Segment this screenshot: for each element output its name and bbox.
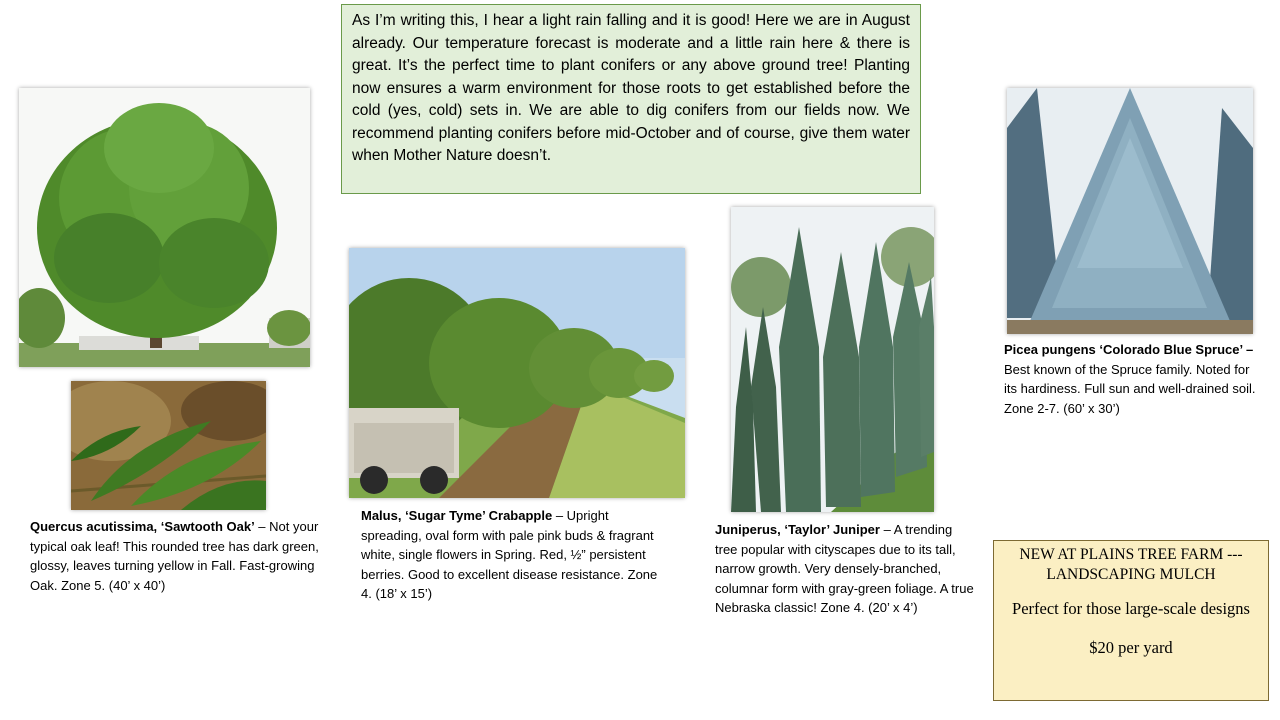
promo-price: $20 per yard (1089, 638, 1173, 657)
colorado-blue-spruce-description: Best known of the Spruce family. Noted for its hardiness. Full sun and well-drained soil. Zone 2-7. (60’ x 30’) (1004, 361, 1256, 416)
intro-text: As I’m writing this, I hear a light rain falling and it is good! Here we are in August already. Our temperature forecast is moderate and a little rain here & there is great. It’s the perfect time to plant conifers or any above ground tree! Planting now ensures a warm environment for those roots to get established before the cold (yes, cold) sets in. We are able to dig conifers from our fields now. We recommend planting conifers before mid-October and of course, give them water when Mother Nature doesn’t. (352, 12, 910, 164)
crabapple-caption (361, 506, 666, 604)
colorado-blue-spruce-name: Picea pungens ‘Colorado Blue Spruce’ – (1004, 342, 1254, 357)
taylor-juniper-name: Juniperus, ‘Taylor’ Juniper (715, 522, 880, 537)
taylor-juniper-photo (731, 207, 934, 512)
crabapple-photo (349, 248, 685, 498)
crabapple-name: Malus, ‘Sugar Tyme’ Crabapple (361, 508, 553, 523)
colorado-blue-spruce-caption (1004, 340, 1266, 418)
crabapple-description: – Upright spreading, oval form with pale pink buds & fragrant white, single flowers in Spring. Red, ½” persistent berries. Good to excellent disease resistance. Zone 4. (18’ x 15’) (361, 508, 658, 601)
sawtooth-oak-description: – Not your typical oak leaf! This rounded tree has dark green, glossy, leaves turning yellow in Fall. Fast-growing Oak. Zone 5. (40’ x 40’) (30, 519, 319, 593)
mulch-promo-box (993, 540, 1269, 701)
sawtooth-oak-photo (19, 88, 310, 367)
promo-headline: NEW AT PLAINS TREE FARM --- LANDSCAPING MULCH (1019, 546, 1243, 583)
sawtooth-oak-caption (30, 517, 320, 595)
taylor-juniper-caption (715, 520, 977, 618)
intro-text-box (341, 4, 921, 194)
taylor-juniper-description: – A trending tree popular with cityscapes due to its tall, narrow growth. Very densely-branched, columnar form with gray-green foliage. A true Nebraska classic! Zone 4. (20’ x 4’) (715, 522, 974, 615)
sawtooth-oak-leaf-photo (71, 381, 266, 510)
sawtooth-oak-name: Quercus acutissima, ‘Sawtooth Oak’ (30, 519, 255, 534)
colorado-blue-spruce-photo (1007, 88, 1253, 334)
promo-subline: Perfect for those large-scale designs (1012, 599, 1250, 618)
